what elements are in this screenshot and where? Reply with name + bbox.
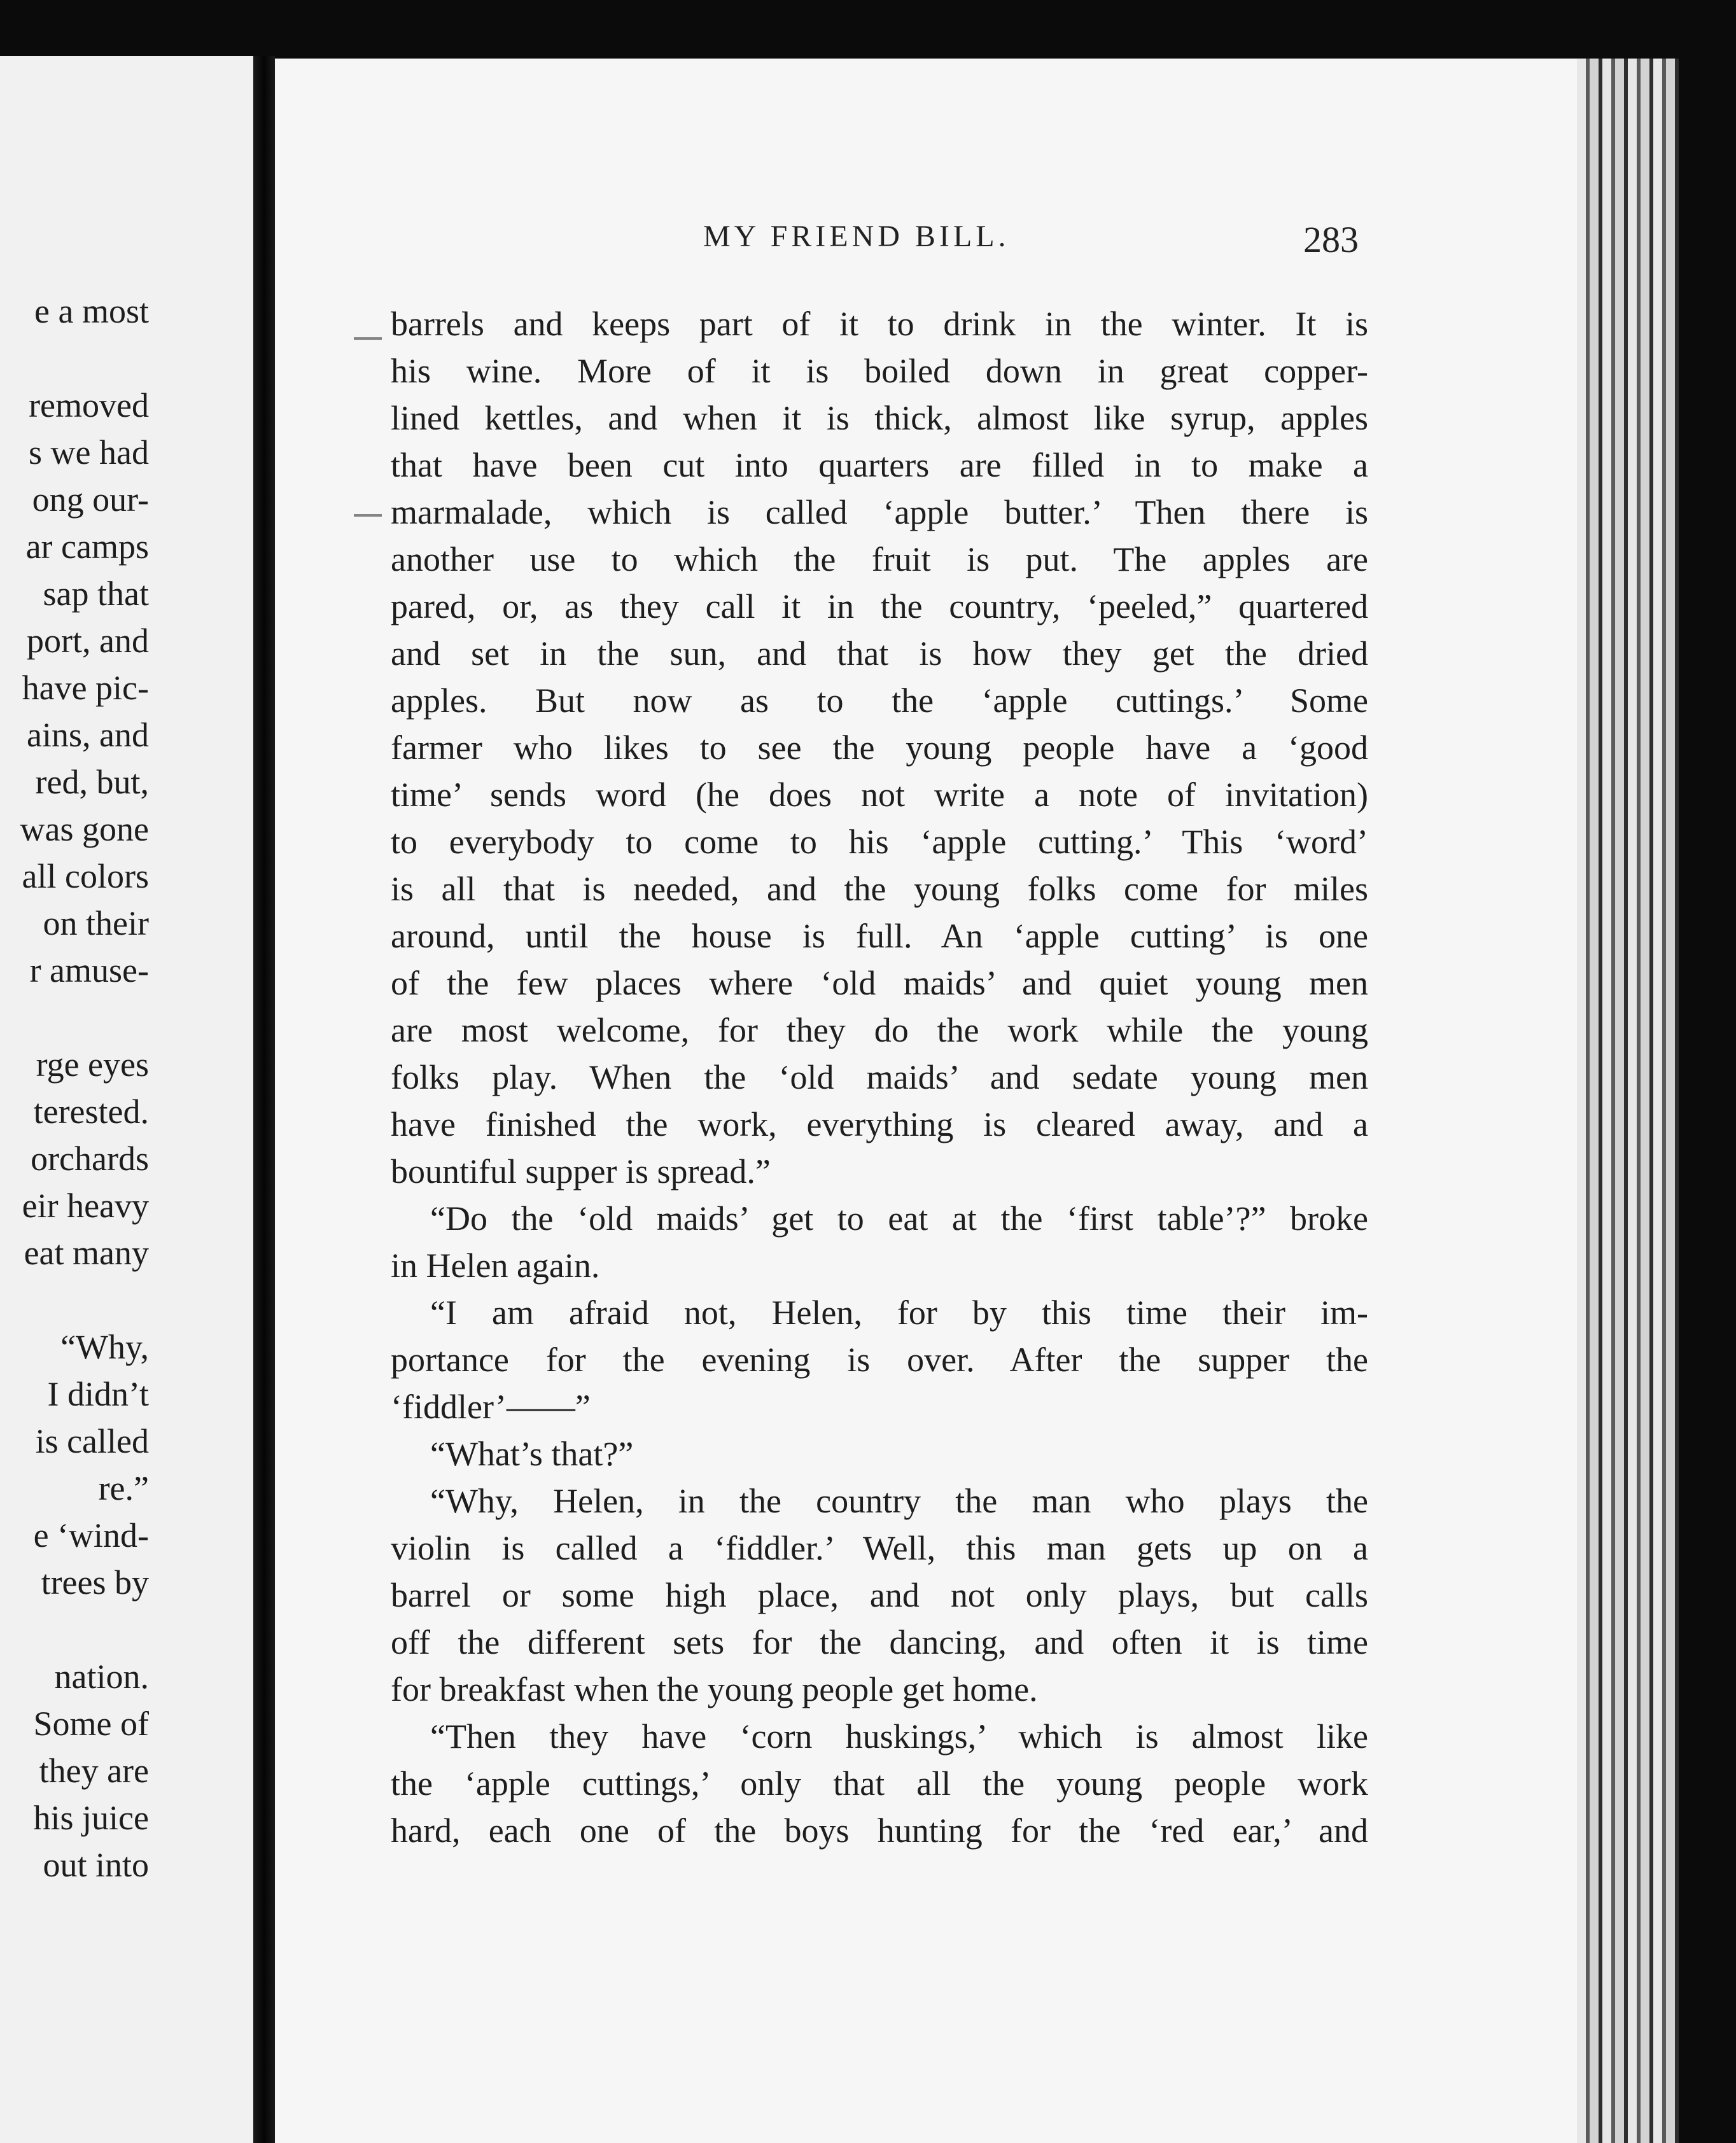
body-line: of the few places where ‘old maids’ and quiet young men — [391, 964, 1368, 1002]
left-page-line: his juice — [33, 1799, 149, 1837]
body-line: “Then they have ‘corn huskings,’ which is almost like — [430, 1717, 1368, 1756]
left-page-line: “Why, — [60, 1328, 149, 1366]
left-page-line: eir heavy — [22, 1187, 149, 1225]
left-page-line: sap that — [43, 575, 149, 613]
body-line: have finished the work, everything is cleared away, and a — [391, 1105, 1368, 1143]
body-line: the ‘apple cuttings,’ only that all the young people work — [391, 1764, 1368, 1803]
left-page-line: port, and — [27, 622, 149, 660]
left-page-line: all colors — [22, 857, 149, 895]
left-page-line: have pic- — [22, 669, 149, 707]
margin-mark — [354, 514, 382, 517]
left-page-line: rge eyes — [36, 1045, 149, 1084]
body-line: to everybody to come to his ‘apple cutting.’ This ‘word’ — [391, 823, 1368, 861]
body-line: are most welcome, for they do the work while the young — [391, 1011, 1368, 1049]
body-line: portance for the evening is over. After the supper the — [391, 1341, 1368, 1379]
body-line: off the different sets for the dancing, and often it is time — [391, 1623, 1368, 1661]
left-page-line: Some of — [33, 1705, 149, 1743]
body-line: barrel or some high place, and not only plays, but calls — [391, 1576, 1368, 1614]
left-page-line: ar camps — [25, 527, 149, 566]
left-page-line: ong our- — [32, 480, 149, 519]
body-line: marmalade, which is called ‘apple butter.’ Then there is — [391, 493, 1368, 531]
body-line: folks play. When the ‘old maids’ and sedate young men — [391, 1058, 1368, 1096]
left-page-line: was gone — [20, 810, 149, 848]
body-line: another use to which the fruit is put. The apples are — [391, 540, 1368, 578]
left-page — [0, 56, 253, 2143]
body-line: “What’s that?” — [430, 1435, 634, 1473]
left-page-line: e a most — [34, 292, 149, 330]
margin-mark — [354, 337, 382, 340]
body-line: his wine. More of it is boiled down in great copper- — [391, 352, 1368, 390]
body-line: “Do the ‘old maids’ get to eat at the ‘first table’?” broke — [430, 1199, 1368, 1238]
left-page-line: out into — [43, 1846, 149, 1884]
body-line: that have been cut into quarters are filled in to make a — [391, 446, 1368, 484]
running-head: MY FRIEND BILL. — [703, 220, 1010, 253]
body-line: bountiful supper is spread.” — [391, 1152, 771, 1190]
body-line: around, until the house is full. An ‘apple cutting’ is one — [391, 917, 1368, 955]
body-line: hard, each one of the boys hunting for the ‘red ear,’ and — [391, 1811, 1368, 1850]
left-page-line: red, but, — [35, 763, 149, 801]
left-page-line: s we had — [29, 433, 149, 471]
body-line: lined kettles, and when it is thick, almost like syrup, apples — [391, 399, 1368, 437]
body-line: is all that is needed, and the young folks come for miles — [391, 870, 1368, 908]
body-line: pared, or, as they call it in the country, ‘peeled,” quartered — [391, 587, 1368, 625]
body-line: in Helen again. — [391, 1246, 600, 1285]
body-line: barrels and keeps part of it to drink in the winter. It is — [391, 305, 1368, 343]
body-line: time’ sends word (he does not write a note of invitation) — [391, 776, 1368, 814]
body-line: for breakfast when the young people get home. — [391, 1670, 1038, 1708]
left-page-line: on their — [43, 904, 149, 942]
background-edge — [1679, 56, 1736, 2143]
body-line: “I am afraid not, Helen, for by this time their im- — [430, 1294, 1368, 1332]
left-page-line: trees by — [41, 1563, 149, 1602]
left-page-line: re.” — [98, 1469, 149, 1507]
book-gutter — [253, 56, 275, 2143]
left-page-line: r amuse- — [29, 951, 149, 989]
left-page-line: they are — [39, 1752, 149, 1790]
left-page-line: orchards — [31, 1140, 149, 1178]
left-page-line: I didn’t — [47, 1375, 149, 1413]
left-page-line: terested. — [33, 1092, 149, 1131]
body-line: “Why, Helen, in the country the man who plays the — [430, 1482, 1368, 1520]
left-page-line: removed — [29, 386, 149, 424]
left-page-line: e ‘wind- — [33, 1516, 149, 1554]
page-number: 283 — [1303, 219, 1359, 260]
left-page-line: is called — [35, 1422, 149, 1460]
body-line: ‘fiddler’——” — [391, 1388, 591, 1426]
body-line: farmer who likes to see the young people have a ‘good — [391, 729, 1368, 767]
left-page-line: eat many — [24, 1234, 149, 1272]
body-line: violin is called a ‘fiddler.’ Well, this man gets up on a — [391, 1529, 1368, 1567]
left-page-line: ains, and — [27, 716, 149, 754]
page-edges — [1577, 59, 1679, 2143]
body-line: apples. But now as to the ‘apple cuttings.’ Some — [391, 681, 1368, 720]
body-line: and set in the sun, and that is how they get the dried — [391, 634, 1368, 673]
left-page-line: nation. — [54, 1658, 149, 1696]
